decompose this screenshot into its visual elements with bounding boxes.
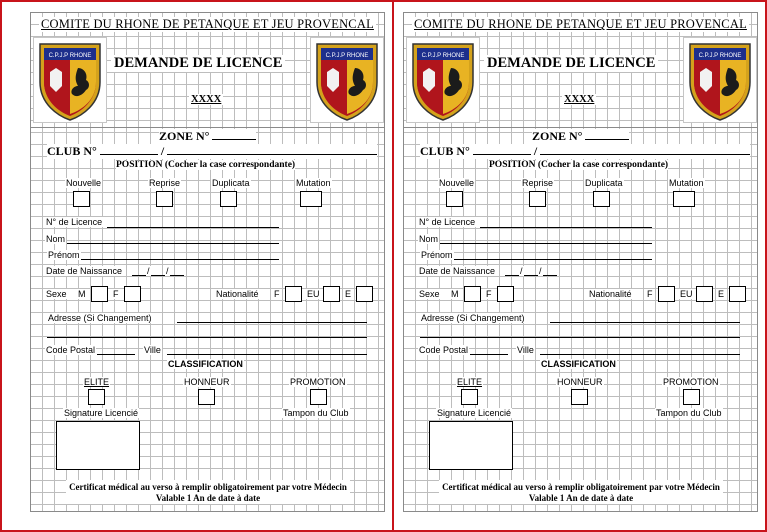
- signature-label: Signature Licencié: [64, 408, 139, 418]
- sexe-f-label: F: [113, 289, 119, 299]
- class-elite-checkbox[interactable]: [88, 389, 105, 405]
- footer-line-2: Valable 1 An de date à date: [528, 493, 634, 503]
- comite-heading: COMITE DU RHONE DE PETANQUE ET JEU PROVENCAL: [41, 17, 374, 31]
- licence-form-left: COMITE DU RHONE DE PETANQUE ET JEU PROVENCAL C.P.J.P RHONE C.P.J.P RHONE DEMANDE DE LICENCE XXXX ZONE N° CLUB N° / POSITION (Cocher la case correspondante) Nouvelle Reprise Duplicata Mutation N° de Licence Nom Prénom Date de Naissance / / Sexe M F Nationalité F EU E Adresse (Si Changement) Code Postal Ville CLASSIFICATION ELITE HONNEUR PROMOTION Signature Licencié Tampon du Club Certificat médical au verso à remplir obligatoirement par votre Médecin Valable 1 An de date à date: [30, 12, 385, 512]
- class-promotion-label: PROMOTION: [663, 377, 719, 387]
- nat-f-label: F: [647, 289, 653, 299]
- svg-text:C.P.J.P RHONE: C.P.J.P RHONE: [325, 53, 369, 59]
- option-duplicata-label: Duplicata: [585, 178, 623, 188]
- page-divider: [392, 0, 394, 532]
- option-reprise-label: Reprise: [522, 178, 554, 188]
- nat-f-checkbox[interactable]: [285, 286, 302, 302]
- header-divider: [31, 127, 385, 128]
- option-duplicata-label: Duplicata: [212, 178, 250, 188]
- option-reprise-checkbox[interactable]: [156, 191, 173, 207]
- class-honneur-checkbox[interactable]: [198, 389, 215, 405]
- nat-e-label: E: [345, 289, 352, 299]
- classification-label: CLASSIFICATION: [168, 359, 243, 369]
- naissance-label: Date de Naissance: [419, 266, 496, 276]
- footer-line-2: Valable 1 An de date à date: [155, 493, 261, 503]
- naissance-month-field[interactable]: [524, 275, 538, 276]
- licence-label: N° de Licence: [419, 217, 476, 227]
- licence-field[interactable]: [480, 227, 652, 228]
- class-honneur-label: HONNEUR: [184, 377, 230, 387]
- sexe-m-checkbox[interactable]: [464, 286, 481, 302]
- svg-text:C.P.J.P RHONE: C.P.J.P RHONE: [698, 53, 742, 59]
- sexe-f-checkbox[interactable]: [497, 286, 514, 302]
- form-code: XXXX: [191, 94, 222, 105]
- class-elite-label: ELITE: [84, 377, 110, 387]
- option-nouvelle-label: Nouvelle: [66, 178, 102, 188]
- adresse-field-2[interactable]: [420, 337, 740, 338]
- ville-field[interactable]: [167, 354, 367, 355]
- position-label: POSITION (Cocher la case correspondante): [116, 160, 296, 170]
- option-mutation-checkbox[interactable]: [673, 191, 695, 207]
- option-duplicata-checkbox[interactable]: [593, 191, 610, 207]
- nom-field[interactable]: [67, 243, 279, 244]
- position-label: POSITION (Cocher la case correspondante): [489, 160, 669, 170]
- nat-eu-label: EU: [680, 289, 693, 299]
- class-promotion-checkbox[interactable]: [683, 389, 700, 405]
- adresse-field-1[interactable]: [177, 322, 367, 323]
- signature-box[interactable]: [429, 421, 513, 470]
- footer-line-1: Certificat médical au verso à remplir obligatoirement par votre Médecin: [69, 482, 347, 492]
- svg-text:C.P.J.P RHONE: C.P.J.P RHONE: [421, 53, 465, 59]
- nom-field[interactable]: [440, 243, 652, 244]
- naissance-year-field[interactable]: [543, 275, 557, 276]
- option-nouvelle-checkbox[interactable]: [446, 191, 463, 207]
- svg-text:C.P.J.P RHONE: C.P.J.P RHONE: [48, 53, 92, 59]
- option-reprise-checkbox[interactable]: [529, 191, 546, 207]
- class-elite-checkbox[interactable]: [461, 389, 478, 405]
- nat-eu-checkbox[interactable]: [323, 286, 340, 302]
- comite-heading: COMITE DU RHONE DE PETANQUE ET JEU PROVENCAL: [414, 17, 747, 31]
- licence-label: N° de Licence: [46, 217, 103, 227]
- sexe-label: Sexe: [419, 289, 440, 299]
- class-honneur-label: HONNEUR: [557, 377, 603, 387]
- zone-label: ZONE N°: [159, 129, 256, 144]
- nat-eu-label: EU: [307, 289, 320, 299]
- code-postal-label: Code Postal: [419, 345, 469, 355]
- adresse-label: Adresse (Si Changement): [421, 313, 525, 323]
- ville-label: Ville: [517, 345, 534, 355]
- nat-e-checkbox[interactable]: [356, 286, 373, 302]
- prenom-field[interactable]: [81, 259, 279, 260]
- crest-left-logo: [406, 37, 480, 123]
- option-nouvelle-checkbox[interactable]: [73, 191, 90, 207]
- footer-line-1: Certificat médical au verso à remplir obligatoirement par votre Médecin: [442, 482, 720, 492]
- option-mutation-checkbox[interactable]: [300, 191, 322, 207]
- form-title: DEMANDE DE LICENCE: [111, 55, 285, 72]
- signature-label: Signature Licencié: [437, 408, 512, 418]
- code-postal-field[interactable]: [470, 354, 508, 355]
- sexe-m-checkbox[interactable]: [91, 286, 108, 302]
- signature-box[interactable]: [56, 421, 140, 470]
- nat-f-label: F: [274, 289, 280, 299]
- adresse-field-2[interactable]: [47, 337, 367, 338]
- licence-field[interactable]: [107, 227, 279, 228]
- nat-eu-checkbox[interactable]: [696, 286, 713, 302]
- option-mutation-label: Mutation: [296, 178, 331, 188]
- sexe-f-checkbox[interactable]: [124, 286, 141, 302]
- form-title: DEMANDE DE LICENCE: [484, 55, 658, 72]
- nom-label: Nom: [419, 234, 439, 244]
- club-label: CLUB N° /: [47, 144, 377, 159]
- prenom-label: Prénom: [48, 250, 80, 260]
- form-code: XXXX: [564, 94, 595, 105]
- nat-f-checkbox[interactable]: [658, 286, 675, 302]
- naissance-day-field[interactable]: [132, 275, 146, 276]
- classification-label: CLASSIFICATION: [541, 359, 616, 369]
- adresse-field-1[interactable]: [550, 322, 740, 323]
- sexe-f-label: F: [486, 289, 492, 299]
- naissance-day-field[interactable]: [505, 275, 519, 276]
- ville-field[interactable]: [540, 354, 740, 355]
- option-nouvelle-label: Nouvelle: [439, 178, 475, 188]
- tampon-label: Tampon du Club: [656, 408, 722, 418]
- crest-right-logo: [683, 37, 757, 123]
- class-promotion-checkbox[interactable]: [310, 389, 327, 405]
- nom-label: Nom: [46, 234, 66, 244]
- option-mutation-label: Mutation: [669, 178, 704, 188]
- nationalite-label: Nationalité: [216, 289, 259, 299]
- zone-label: ZONE N°: [532, 129, 629, 144]
- option-duplicata-checkbox[interactable]: [220, 191, 237, 207]
- naissance-month-field[interactable]: [151, 275, 165, 276]
- prenom-label: Prénom: [421, 250, 453, 260]
- naissance-label: Date de Naissance: [46, 266, 123, 276]
- licence-form-right: COMITE DU RHONE DE PETANQUE ET JEU PROVENCAL C.P.J.P RHONE C.P.J.P RHONE DEMANDE DE LICENCE XXXX ZONE N° CLUB N° / POSITION (Cocher la case correspondante) Nouvelle Reprise Duplicata Mutation N° de Licence Nom Prénom Date de Naissance / / Sexe M F Nationalité F EU E Adresse (Si Changement) Code Postal Ville CLASSIFICATION ELITE HONNEUR PROMOTION Signature Licencié Tampon du Club Certificat médical au verso à remplir obligatoirement par votre Médecin Valable 1 An de date à date: [403, 12, 758, 512]
- nat-e-checkbox[interactable]: [729, 286, 746, 302]
- nationalite-label: Nationalité: [589, 289, 632, 299]
- tampon-label: Tampon du Club: [283, 408, 349, 418]
- crest-right-logo: [310, 37, 384, 123]
- sexe-m-label: M: [451, 289, 459, 299]
- option-reprise-label: Reprise: [149, 178, 181, 188]
- naissance-year-field[interactable]: [170, 275, 184, 276]
- prenom-field[interactable]: [454, 259, 652, 260]
- club-label: CLUB N° /: [420, 144, 750, 159]
- code-postal-field[interactable]: [97, 354, 135, 355]
- sexe-m-label: M: [78, 289, 86, 299]
- header-divider: [404, 127, 758, 128]
- nat-e-label: E: [718, 289, 725, 299]
- class-honneur-checkbox[interactable]: [571, 389, 588, 405]
- crest-left-logo: [33, 37, 107, 123]
- class-promotion-label: PROMOTION: [290, 377, 346, 387]
- adresse-label: Adresse (Si Changement): [48, 313, 152, 323]
- ville-label: Ville: [144, 345, 161, 355]
- class-elite-label: ELITE: [457, 377, 483, 387]
- sexe-label: Sexe: [46, 289, 67, 299]
- code-postal-label: Code Postal: [46, 345, 96, 355]
